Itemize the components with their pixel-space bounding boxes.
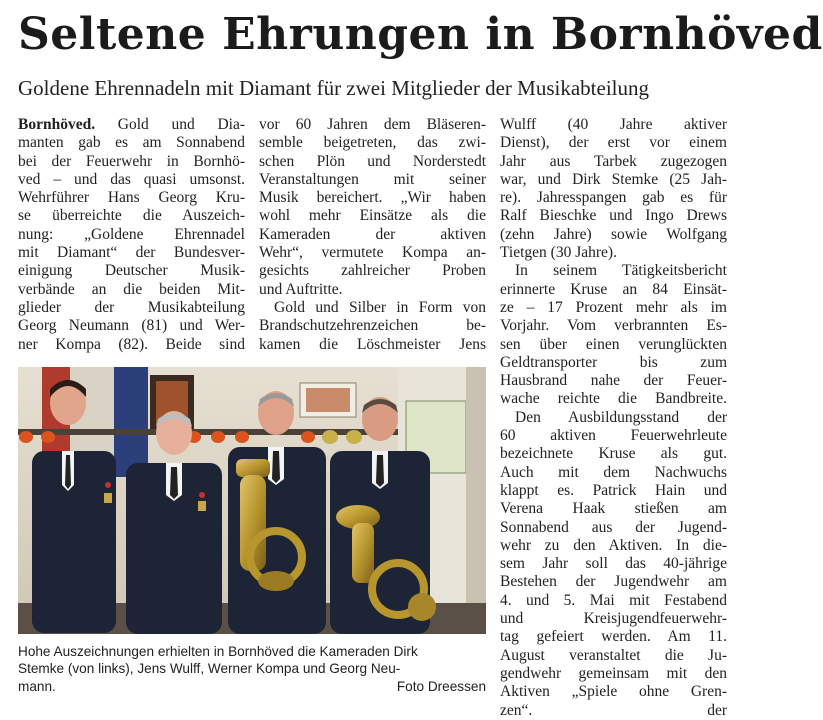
text-line: 60 aktiven Feuerwehrleute <box>500 427 727 445</box>
text-line: erinnerte Kruse an 84 Einsät- <box>500 280 727 298</box>
text-line: manten gab es am Sonnabend <box>18 134 245 152</box>
text-line: Jahr aus Tarbek zugezogen <box>500 152 727 170</box>
text-line: zen“. der <box>500 701 727 719</box>
text-line: Wehr“, vermutete Kompa an- <box>259 244 486 262</box>
caption-end: mann. <box>18 678 56 694</box>
text-line: glieder der Musikabteilung <box>18 298 245 316</box>
text-line: sen über einen verunglückten <box>500 335 727 353</box>
text-line: Auch mit dem Nachwuchs <box>500 463 727 481</box>
text-line: Vorjahr. Vom verbrannten Es- <box>500 317 727 335</box>
article-subheadline: Goldene Ehrennadeln mit Diamant für zwei Mitglieder der Musikabteilung <box>18 76 649 100</box>
text-line: Dienst), der erst vor einem <box>500 134 727 152</box>
text-line: Verena Haak stießen am <box>500 500 727 518</box>
text-line: (zehn Jahre) sowie Wolfgang <box>500 225 727 243</box>
text-line: mit Diamant“ der Bundesver- <box>18 244 245 262</box>
text-line: Den Ausbildungsstand der <box>515 408 727 426</box>
text-line: Ralf Bieschke und Ingo Drews <box>500 207 727 225</box>
article-column-1 <box>18 116 245 354</box>
text-line: bezeichnete Kruse als gut. <box>500 445 727 463</box>
text-line: re). Jahresspangen gab es für <box>500 189 727 207</box>
article-photo <box>18 367 486 634</box>
text-line: und Kreisjugendfeuerwehr- <box>500 610 727 628</box>
text-line: se überreichte die Auszeich- <box>18 207 245 225</box>
honorees-photo-illustration <box>18 367 486 634</box>
text-line: wohl mehr Einsätze als die <box>259 207 486 225</box>
text-line: kamen die Löschmeister Jens <box>259 335 486 353</box>
text-line: schen Plön und Norderstedt <box>259 152 486 170</box>
text-line: war, und Dirk Stemke (25 Jah- <box>500 170 727 188</box>
text-line: Sonnabend aus der Jugend- <box>500 518 727 536</box>
text-line: ved – und das quasi umsonst. <box>18 170 245 188</box>
text-line: Wehrführer Hans Georg Kru- <box>18 189 245 207</box>
text-line: Kameraden der aktiven <box>259 225 486 243</box>
text-line: Aktiven „Spiele ohne Gren- <box>500 683 727 701</box>
text-line: tag gefeiert werden. Am 11. <box>500 628 727 646</box>
text-line: 4. und 5. Mai mit Festabend <box>500 591 727 609</box>
text-line: Hausbrand nahe der Feuer- <box>500 372 727 390</box>
article-column-2 <box>259 116 486 354</box>
text-line: August veranstaltet die Ju- <box>500 646 727 664</box>
text-line: nung: „Goldene Ehrennadel <box>18 225 245 243</box>
text-line: Bestehen der Jugendwehr am <box>500 573 727 591</box>
photo-caption <box>18 643 486 695</box>
dateline: Bornhöved. <box>18 116 96 133</box>
text-line: klappt es. Patrick Hain und <box>500 481 727 499</box>
text-line: Musik bereichert. „Wir haben <box>259 189 486 207</box>
article-column-3 <box>500 116 727 720</box>
text-line: Veranstaltungen mit seiner <box>259 170 486 188</box>
text-line: Gold und Silber in Form von <box>274 298 486 316</box>
text-line: und Auftritte. <box>259 280 343 298</box>
text-line: Tietgen (30 Jahre). <box>500 244 617 262</box>
text-line: Wulff (40 Jahre aktiver <box>500 116 727 133</box>
text-line: semble beigetreten, das zwi- <box>259 134 486 152</box>
text-line: sem Jahr soll das 40-jährige <box>500 555 727 573</box>
text-line: wache reichte die Bandbreite. <box>500 390 727 408</box>
text-line: bei der Feuerwehr in Bornhö- <box>18 152 245 170</box>
caption-line <box>18 678 486 695</box>
caption-line: Hohe Auszeichnungen erhielten in Bornhöved die Kameraden Dirk <box>18 644 418 659</box>
text-line: vor 60 Jahren dem Bläseren- <box>259 116 486 133</box>
text-line: einigung Deutscher Musik- <box>18 262 245 280</box>
text-line: verbände an die beiden Mit- <box>18 280 245 298</box>
text-line: Geldtransporter bis zum <box>500 353 727 371</box>
text-line: gesichts zahlreicher Proben <box>259 262 486 280</box>
text-line: Georg Neumann (81) und Wer- <box>18 317 245 335</box>
text-line: ner Kompa (82). Beide sind <box>18 335 245 353</box>
text-line: wehr zu den Aktiven. In die- <box>500 536 727 554</box>
text-line: In seinem Tätigkeitsbericht <box>515 262 727 280</box>
text-line: Bornhöved. Gold und Dia- <box>18 116 245 133</box>
article-headline: Seltene Ehrungen in Bornhöved <box>18 9 823 60</box>
text-line: gendwehr gemeinsam mit den <box>500 664 727 682</box>
caption-line: Stemke (von links), Jens Wulff, Werner Kompa und Georg Neu- <box>18 661 401 677</box>
text-line: ze – 17 Prozent mehr als im <box>500 298 727 316</box>
photo-credit: Foto Dreessen <box>396 678 486 694</box>
text-line: Brandschutzehrenzeichen be- <box>259 317 486 335</box>
